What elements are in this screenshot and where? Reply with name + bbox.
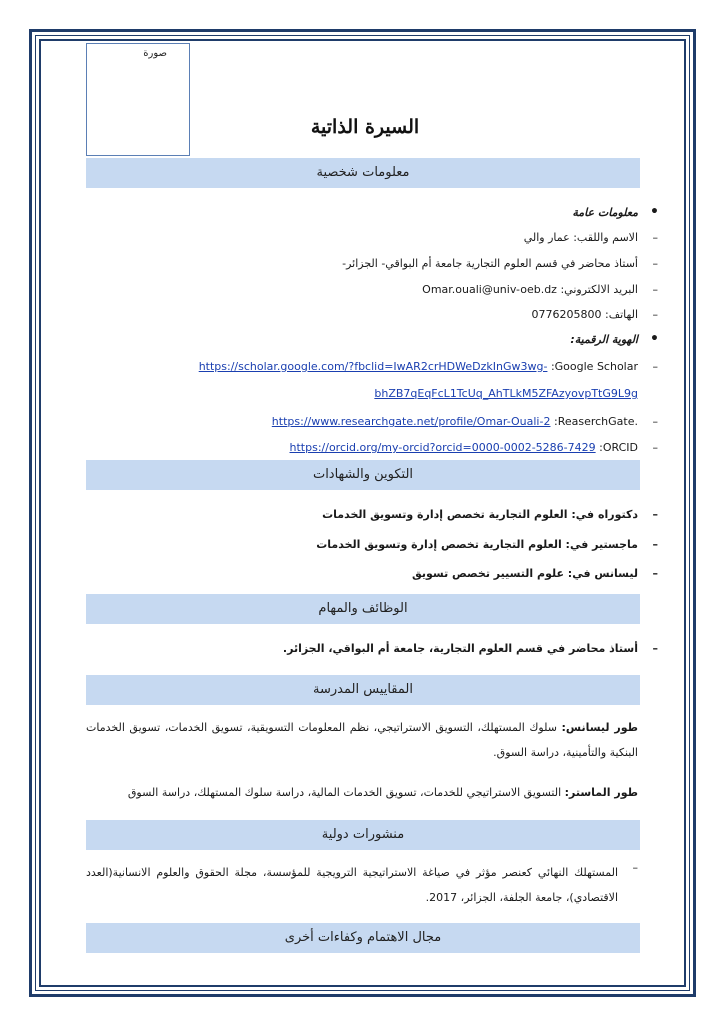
researchgate-link[interactable]: https://www.researchgate.net/profile/Omar-Ouali-2 bbox=[271, 415, 551, 428]
phone-line: – الهاتف: 0776205800 bbox=[532, 307, 638, 323]
courses-master-text: التسويق الاستراتيجي للخدمات، تسويق الخدمات المالية، دراسة سلوك المستهلك، دراسة السوق bbox=[127, 786, 565, 799]
section-positions-header: الوظائف والمهام bbox=[86, 594, 640, 624]
courses-licence-text: سلوك المستهلك، التسويق الاستراتيجي، نظم المعلومات التسويقية، تسويق الخدمات، تسويق الخدمات البنكية والتأمينية، دراسة السوق. bbox=[86, 721, 638, 759]
photo-placeholder bbox=[86, 43, 190, 156]
education-item-master: – ماجستير في: العلوم التجارية تخصص إدارة وتسويق الخدمات bbox=[316, 537, 638, 553]
scholar-link-continued[interactable]: bhZB7qEqFcL1TcUq_AhTLkM5ZFAzyovpTtG9L9g bbox=[374, 387, 638, 400]
education-item-licence: – ليسانس في: علوم التسيير تخصص تسويق bbox=[412, 566, 638, 582]
publication-text: المستهلك النهائي كعنصر مؤثر في صياغة الاستراتيجية الترويجية للمؤسسة، مجلة الحقوق والعلوم الانسانية(العدد الاقتصادي)، جامعة الجلفة، الجزائر، 2017. bbox=[86, 866, 618, 904]
photo-label: صورة bbox=[143, 48, 167, 59]
courses-master-paragraph bbox=[86, 780, 638, 805]
courses-licence-label: طور ليسانس: bbox=[561, 721, 638, 734]
scholar-link-continued-line bbox=[374, 386, 638, 402]
section-publications-header: منشورات دولية bbox=[86, 820, 640, 850]
orcid-label: ORCID: bbox=[599, 441, 638, 454]
email-line: – البريد الالكتروني: Omar.ouali@univ-oeb.dz bbox=[422, 282, 638, 298]
courses-master-label: طور الماستر: bbox=[564, 786, 638, 799]
scholar-link[interactable]: https://scholar.google.com/?fbclid=IwAR2crHDWeDzkInGw3wg- bbox=[198, 360, 548, 373]
section-courses-header: المقاييس المدرسة bbox=[86, 675, 640, 705]
scholar-label: Google Scholar: bbox=[550, 360, 638, 373]
section-education-header: التكوين والشهادات bbox=[86, 460, 640, 490]
name-line: – الاسم واللقب: عمار والي bbox=[524, 230, 638, 246]
education-item-doctorate: – دكتوراه في: العلوم التجارية تخصص إدارة وتسويق الخدمات bbox=[322, 507, 638, 523]
digital-identity-heading: • الهوية الرقمية: bbox=[570, 332, 638, 348]
scholar-line bbox=[199, 359, 638, 375]
position-item: – أستاذ محاضر في قسم العلوم التجارية، جامعة أم البواقي، الجزائر. bbox=[283, 641, 638, 657]
publication-dash: – bbox=[632, 861, 638, 874]
publication-item bbox=[86, 860, 618, 910]
orcid-line bbox=[290, 440, 638, 456]
researchgate-line bbox=[272, 414, 638, 430]
general-info-heading: • معلومات عامة bbox=[572, 205, 638, 221]
section-personal-header: معلومات شخصية bbox=[86, 158, 640, 188]
position-line: – أستاذ محاضر في قسم العلوم التجارية جامعة أم البواقي- الجزائر- bbox=[342, 256, 638, 272]
researchgate-label: .ReaserchGate: bbox=[553, 415, 638, 428]
section-interests-header: مجال الاهتمام وكفاءات أخرى bbox=[86, 923, 640, 953]
page-title: السيرة الذاتية bbox=[310, 116, 420, 138]
orcid-link[interactable]: https://orcid.org/my-orcid?orcid=0000-0002-5286-7429 bbox=[289, 441, 596, 454]
courses-licence-paragraph bbox=[86, 715, 638, 765]
